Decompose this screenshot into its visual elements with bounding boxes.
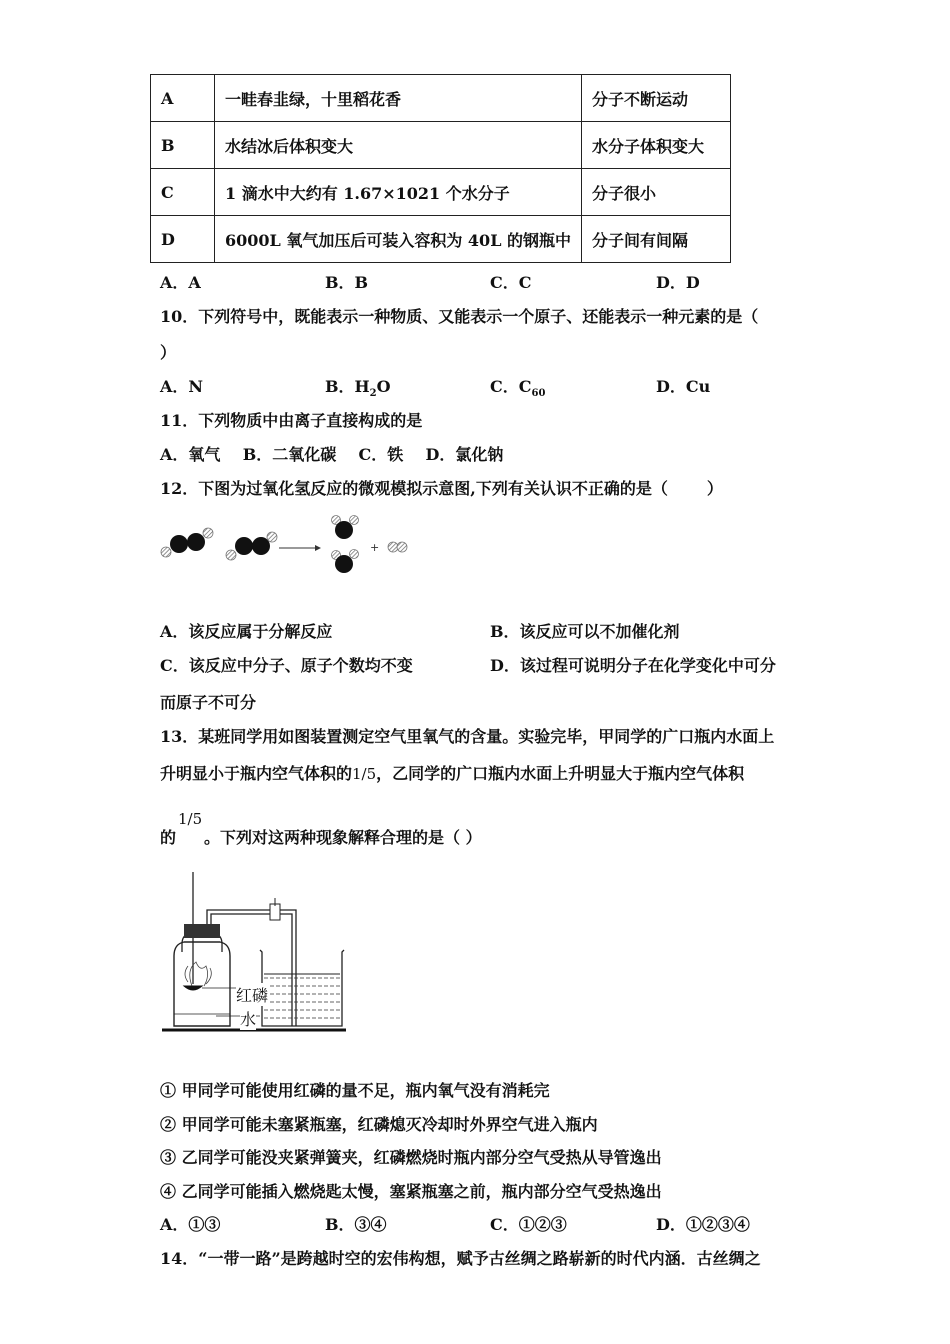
- q13-option-b: B．③④: [325, 1215, 387, 1234]
- q13-stem-line2: 升明显小于瓶内空气体积的1/5，乙同学的广口瓶内水面上升明显大于瓶内空气体积: [160, 764, 745, 783]
- label-water: 水: [240, 1007, 256, 1030]
- q13-option-d: D．①②③④: [656, 1215, 750, 1234]
- q10-option-a: A．N: [160, 377, 204, 396]
- q10-option-b: B．$H_2O$: [325, 377, 391, 400]
- table-cell: B: [151, 122, 215, 169]
- q11-options: A．氧气 B．二氧化碳 C．铁 D．氯化钠: [160, 445, 504, 464]
- q13-stem-line3-b: 。下列对这两种现象解释合理的是（ ）: [204, 828, 482, 847]
- q9-option-c: C．C: [490, 273, 532, 292]
- q12-option-d-cont: 而原子不可分: [160, 693, 257, 712]
- h2-molecule: [388, 542, 407, 552]
- fraction: 1/5: [352, 765, 377, 783]
- q13-option-c: C．①②③: [490, 1215, 567, 1234]
- q11-stem: 11．下列物质中由离子直接构成的是: [160, 411, 423, 430]
- table-cell: 一畦春韭绿，十里稻花香: [215, 75, 582, 122]
- q14-stem: 14．“一带一路”是跨越时空的宏伟构想，赋予古丝绸之路崭新的时代内涵．古丝绸之: [160, 1249, 761, 1268]
- table-row: [151, 122, 731, 169]
- q10-stem: 10．下列符号中，既能表示一种物质、又能表示一个原子、还能表示一种元素的是（: [160, 307, 759, 326]
- table-cell: 6000L 氧气加压后可装入容积为 40L 的钢瓶中: [215, 216, 582, 263]
- q10-option-c: C．$C_{60}$: [490, 377, 546, 400]
- q12-option-c: C．该反应中分子、原子个数均不变: [160, 656, 413, 675]
- q13-option-a: A．①③: [160, 1215, 221, 1234]
- table-row: [151, 216, 731, 263]
- q13-stem-line3-a: 的: [160, 828, 177, 847]
- table-cell: D: [151, 216, 215, 263]
- q13-statement-1: ① 甲同学可能使用红磷的量不足，瓶内氧气没有消耗完: [160, 1081, 550, 1100]
- q10-option-d: D．Cu: [656, 377, 711, 396]
- q12-option-b: B．该反应可以不加催化剂: [490, 622, 680, 641]
- q12-option-a: A．该反应属于分解反应: [160, 622, 333, 641]
- fraction: 1/5: [178, 810, 203, 828]
- table-cell: 分子间有间隔: [582, 216, 731, 263]
- table-cell: 1 滴水中大约有 1.67×1021 个水分子: [215, 169, 582, 216]
- label-red-phosphorus: 红磷: [236, 983, 268, 1006]
- table-cell: C: [151, 169, 215, 216]
- q9-option-a: A．A: [160, 273, 201, 292]
- o2-molecule-2: [332, 550, 359, 574]
- q13-statement-4: ④ 乙同学可能插入燃烧匙太慢，塞紧瓶塞之前，瓶内部分空气受热逸出: [160, 1182, 662, 1201]
- table-cell: 分子很小: [582, 169, 731, 216]
- table-cell: 水分子体积变大: [582, 122, 731, 169]
- table-row: [151, 169, 731, 216]
- q12-stem: 12．下图为过氧化氢反应的微观模拟示意图,下列有关认识不正确的是（ ）: [160, 479, 723, 498]
- h2o2-molecule-2: [226, 532, 277, 560]
- q13-statement-2: ② 甲同学可能未塞紧瓶塞，红磷熄灭冷却时外界空气进入瓶内: [160, 1115, 598, 1134]
- o2-molecule-1: [332, 516, 359, 540]
- q9-option-d: D．D: [656, 273, 700, 292]
- question-9-table: [150, 74, 731, 263]
- plus-sign: +: [370, 541, 380, 554]
- table-cell: 分子不断运动: [582, 75, 731, 122]
- table-cell: A: [151, 75, 215, 122]
- q10-stem-close: ）: [160, 343, 177, 362]
- q13-stem-line1: 13．某班同学用如图装置测定空气里氧气的含量。实验完毕，甲同学的广口瓶内水面上: [160, 727, 775, 746]
- h2o2-molecule-1: [161, 528, 213, 557]
- reaction-diagram: [155, 508, 425, 582]
- q9-option-b: B．B: [325, 273, 369, 292]
- q13-statement-3: ③ 乙同学可能没夹紧弹簧夹，红磷燃烧时瓶内部分空气受热从导管逸出: [160, 1148, 662, 1167]
- table-row: [151, 75, 731, 122]
- q12-option-d: D．该过程可说明分子在化学变化中可分: [490, 656, 776, 675]
- arrow-icon: [279, 545, 321, 551]
- table-cell: 水结冰后体积变大: [215, 122, 582, 169]
